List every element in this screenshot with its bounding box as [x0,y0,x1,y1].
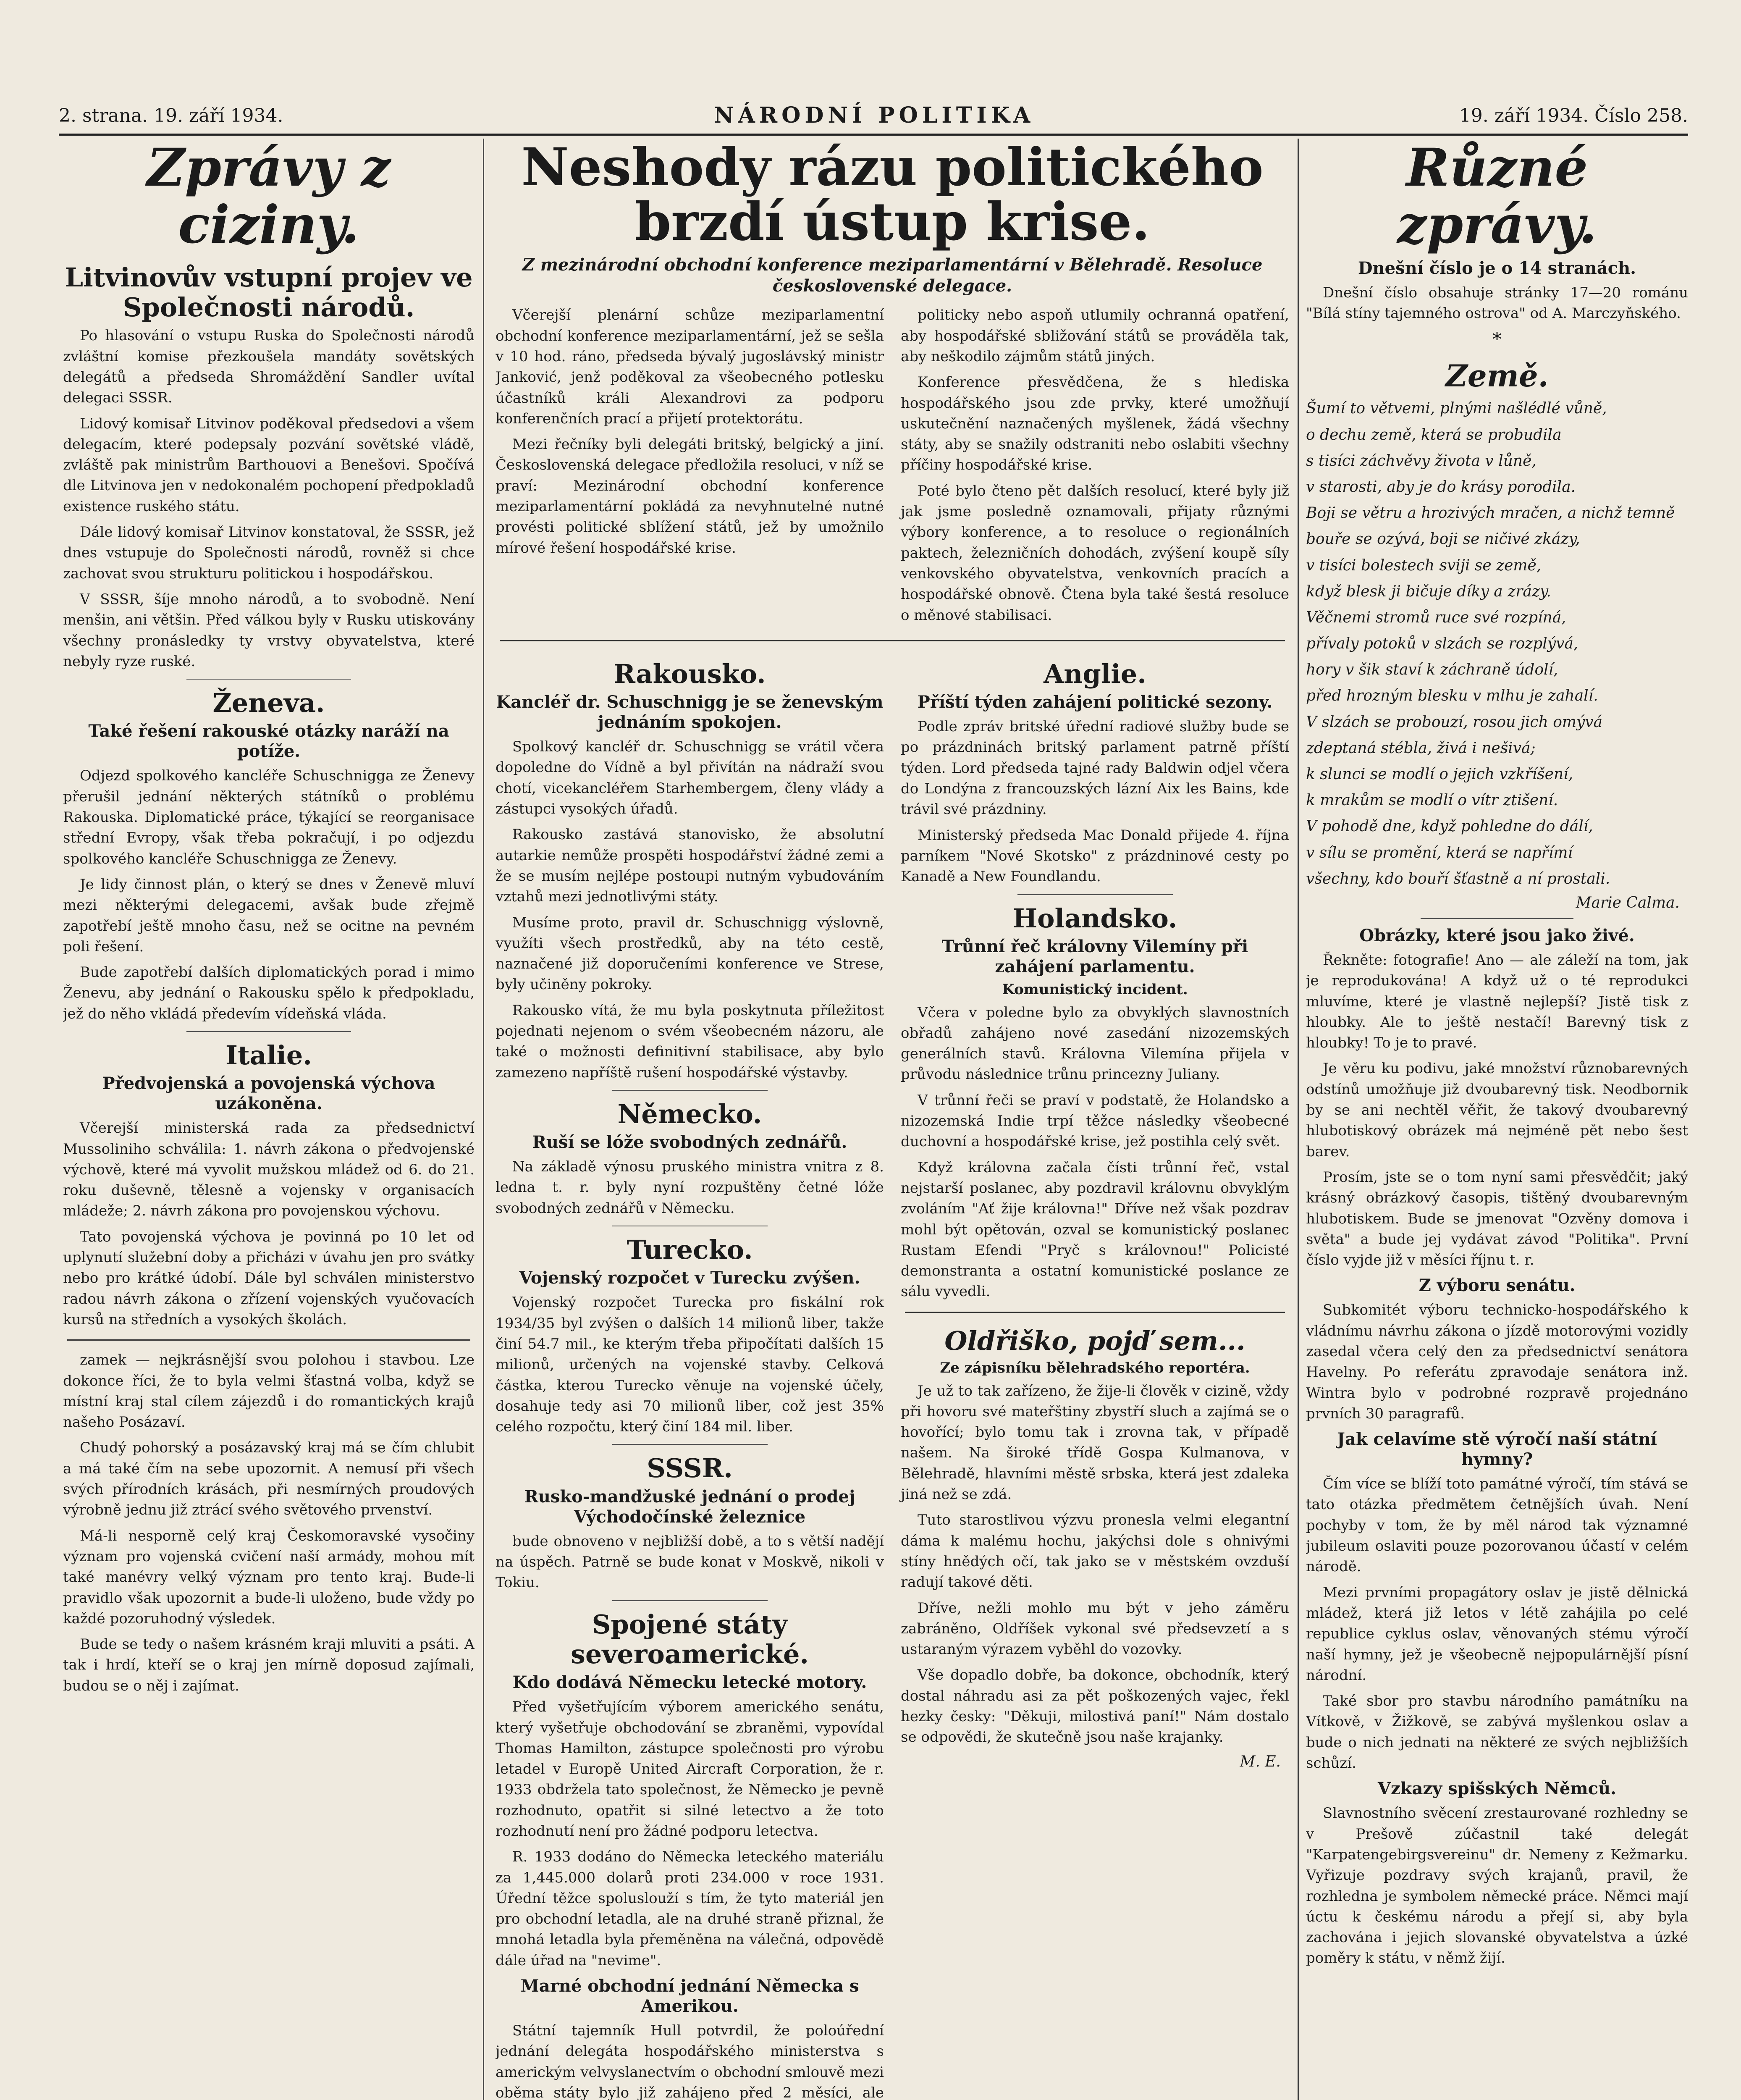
poem-line: V pohodě dne, když pohledne do dálí, [1306,818,1593,835]
paragraph: Čím více se blíží toto památné výročí, tím stává se tato otázka předmětem četnějších úvah. Není pochyby v tom, že by měl národ tak významné jubileum oslaviti pouze pozorovanou účastí v celém národě. [1306,1475,1688,1575]
article-title: Německo. [617,1098,762,1129]
paragraph: Spolkový kancléř dr. Schuschnigg se vrátil včera dopoledne do Vídně a byl přivítán na nádraží svou chotí, vicekancléřem Starhembergem, členy vlády a zástupci vysokých úřadů. [496,738,884,818]
paragraph: Státní tajemník Hull potvrdil, že poloúřední jednání delegáta hospodářského ministerstva s americkým velvyslanectvím o obchodní smlouvě mezi oběma státy bylo již zahájeno před 2 měsíci, ale [496,2022,884,2100]
paragraph: Odjezd spolkového kancléře Schuschnigga ze Ženevy přerušil jednání některých státníků o problému Rakouska. Diplomatické práce, týkající se reorganisace střední Evropy, však třeba pokračují, i po odjezdu spolkového kancléře Schuschnigga ze Ženevy. [63,767,475,867]
divider [1421,918,1573,919]
poem-line: V slzách se probouzí, rosou jich omývá [1306,713,1603,731]
paragraph: Vojenský rozpočet Turecka pro fiskální rok 1934/35 byl zvýšen o dalších 14 milionů liber, takže činí 54.7 mil., ke kterým třeba připočítati dalších 15 milionů, určených na vojenské stavby. Celková částka, kterou Turecko věnuje na vojenské účely, dosahuje tedy asi 70 milionů liber, což jest 35% celého rozpočtu, který činí 184 mil. liber. [496,1294,884,1436]
article-subtitle: Trůnní řeč královny Vilemíny při zahájení parlamentu. [941,936,1248,976]
article-subtitle: Příští týden zahájení politické sezony. [917,692,1273,712]
article-title: Jak celavíme stě výročí naší státní hymny? [1337,1429,1657,1470]
divider [905,1312,1285,1313]
article-title: Spojené státy severoamerické. [570,1609,809,1670]
lead-article [496,305,1289,630]
paragraph: Dále lidový komisař Litvinov konstatoval, že SSSR, jež dnes vstupuje do Společnosti národů, rovněž si chce zachovat svou strukturu politickou i hospodářskou. [63,524,475,582]
column-main [496,134,1289,2100]
article-subtitle: Kdo dodává Německu letecké motory. [512,1672,867,1693]
column-foreign-news [63,134,475,2100]
paragraph: Tuto starostlivou výzvu pronesla velmi elegantní dáma k malému hochu, jakýchsi dole s ohnivými stíny hnědých očí, tak jako se v městském ovzduší radují takové děti. [901,1512,1289,1591]
poem-line: Boji se větru a hrozivých mračen, a nichž temně [1306,504,1675,522]
poem-line: v starosti, aby je do krásy porodila. [1306,478,1576,496]
paragraph: Je už to tak zařízeno, že žije-li člověk v cizině, vždy při hovoru své mateřštiny zbystří sluch a zajímá se o hovořící; bylo tomu tak i zrovna tak, v případě našem. Na široké třídě Gospa Kulmanova, v Bělehradě, hlavními městě srbska, která jest zdaleka jiná než se zdá. [901,1382,1289,1503]
feuilleton-subtitle: Ze zápisníku bělehradského reportéra. [940,1359,1250,1376]
article-title: Litvinovův vstupní projev ve Společnosti národů. [65,262,473,323]
paragraph: Ministerský předseda Mac Donald přijede 4. října parníkem "Nové Skotsko" z prázdninové cesty po Kanadě a New Foundlandu. [901,827,1289,885]
article-title: Obrázky, které jsou jako živé. [1359,925,1635,945]
headline: Neshody rázu politického brzdí ústup krise. [521,137,1264,253]
paragraph: Lidový komisař Litvinov poděkoval předsedovi a všem delegacím, které podepsaly pozvání sovětské vládě, zvláště pak ministrům Barthouovi a Benešovi. Spočívá dle Litvinova jen v nedokonalém pochopení předpokladů existence ruského státu. [63,415,475,515]
date-issue-number: 19. září 1934. Číslo 258. [1459,105,1688,126]
article-title: Anglie. [1044,658,1146,689]
poem-line: s tisíci záchvěvy života v lůně, [1306,452,1536,470]
paragraph: Musíme proto, pravil dr. Schuschnigg výslovně, využíti všech prostředků, aby na této cestě, naznačené již doporučeními konference ve Strese, byly učiněny pokroky. [496,914,884,993]
paragraph: Poté bylo čteno pět dalších resolucí, které byly již jak jsme posledně oznamovali, přijaty různými výbory konference, a to resoluce o regionálních paktech, železničních dohodách, zvýšení koupě síly venkovského obyvatelstva, venkovních pracích a hospodářské obnově. Čtena byla také šestá resoluce o měnové stabilisaci. [901,482,1289,624]
divider [612,1090,768,1091]
lead-left-column [496,305,884,630]
paragraph: Mezi prvními propagátory oslav je jistě dělnická mládež, která již letos v létě zahájila po celé republice cyklus oslav, věnovaných stému výročí naší hymny, jež je všeobecně nejpopulárnější písní národní. [1306,1584,1688,1684]
divider [612,1444,768,1445]
paragraph: Včerejší plenární schůze meziparlamentní obchodní konference meziparlamentární, jež se sešla v 10 hod. ráno, předseda bývalý jugoslávský ministr Janković, jenž poděkoval za všeobecného potlesku účastníků králi Alexandrovi za podporu konferenčních prací a přijetí protektorátu. [496,307,884,427]
paragraph: Také sbor pro stavbu národního památníku na Vítkově, v Žižkově, se zabývá myšlenkou oslav a bude o nich jednati na některé ze svých nejbližších schůzí. [1306,1693,1688,1772]
paragraph: Chudý pohorský a posázavský kraj má se čím chlubit a má také čím na sebe upozornit. A nemusí při všech svých přírodních krásách, při nesmírných proudových výrobně jednu již ztrácí svého světového prvenství. [63,1439,475,1519]
column-misc-news [1306,134,1688,2100]
divider [186,1031,351,1032]
section-title-foreign-news: Zprávy z ciziny. [147,137,391,256]
paragraph: Prosím, jste se o tom nyní sami přesvědčit; jaký krásný obrázkový časopis, tištěný dvoubarevným hlubotiskem. Bude se jmenovat "Ozvěny domova i světa" a bude jej vydávat závod "Politika". První číslo vyjde již v měsíci říjnu t. r. [1306,1168,1688,1269]
poem [1306,398,1688,890]
article-title: Holandsko. [1012,903,1177,934]
lead-right-column [901,305,1289,630]
paragraph: Dnešní číslo obsahuje stránky 17—20 románu "Bílá stíny tajemného ostrova" od A. Marczyňského. [1306,284,1688,322]
paragraph: Včera v poledne bylo za obvyklých slavnostních obřadů zahájeno nové zasedání nizozemských generálních stavů. Královna Vilemína přijela v průvodu následnice trůnu princezny Juliany. [901,1004,1289,1083]
paragraph: Když královna začala čísti trůnní řeč, vstal nejstarší poslanec, aby pozdravil královnu obvyklým zvoláním "Ať žije královna!" Dříve než však pozdrav mohl být opětován, ozval se komunistický poslanec Rustam Efendi "Pryč s královnou!" Policisté demonstranta a ostatní komunistické poslance ze sálu vyvedli. [901,1159,1289,1300]
poem-line: k mrakům se modlí o vítr ztišení. [1306,792,1558,809]
paragraph: Subkomitét výboru technicko-hospodářského k vládnímu návrhu zákona o jízdě motorovými vozidly zasedal včera celý den za předsednictví senátora Havelny. Po referátu zpravodaje senátora inž. Wintra bylo v podrobné rozpravě projednáno prvních 30 paragrafů. [1306,1302,1688,1422]
paragraph: bude obnoveno v nejbližší době, a to s větší nadějí na úspěch. Patrně se bude konat v Moskvě, nikoli v Tokiu. [496,1533,884,1591]
news-right-column [901,651,1289,2100]
paragraph: Tato povojenská výchova je povinná po 10 let od uplynutí služební doby a přicházi v úvahu jen pro svátky nebo pro krátké údobí. Dále byl schválen ministerstvo radou návrh zákona o zřízení vojenských vyučovacích kursů na středních a vysokých školách. [63,1228,475,1328]
paragraph: Před vyšetřujícím výborem amerického senátu, který vyšetřuje obchodování se zbraněmi, vypovídal Thomas Hamilton, zástupce společnosti pro výrobu letadel v Europě United Aircraft Corporation, že r. 1933 obdržela tato společnost, že Německo je pevně rozhodnuto, opatřit si silné letectvo a že toto rozhodnutí není pro žádné podporu letectva. [496,1698,884,1840]
article-subtitle: Komunistický incident. [1002,981,1188,998]
paragraph: Včerejší ministerská rada za předsednictví Mussoliniho schválila: 1. návrh zákona o předvojenské výchově, které má vyvolit mužskou mládež od 6. do 21. roku duševně, tělesně a vojensky v organisacích mládeže; 2. návrh zákona pro povojenskou výchovu. [63,1120,475,1220]
poem-line: v sílu se promění, která se napřímí [1306,844,1573,861]
article-title: Italie. [225,1040,312,1071]
paragraph: Je věru ku podivu, jaké množství různobarevných odstínů umožňuje již dvoubarevný tisk. Neodbornik by se ani nechtěl věřit, že takový dvoubarevný hlubotiskový obrázek má nejméně pět nebo šest barev. [1306,1060,1688,1160]
page-number-date: 2. strana. 19. září 1934. [59,105,283,126]
paragraph: Konference přesvědčena, že s hlediska hospodářského jsou zde prvky, které umožňují uskutečnění naznačených myšlenek, žádá všechny státy, aby se snažily odstraniti nebo oslabiti všechny příčiny hospodářské krise. [901,374,1289,474]
article-title: Ženeva. [212,688,325,719]
masthead [59,101,1688,134]
news-columns [496,651,1289,2100]
article-title: Rakousko. [614,658,766,689]
paragraph: Rakousko vítá, že mu byla poskytnuta příležitost pojednati nejenom o svém všeobecném názoru, ale také o možnosti definitivní stabilisace, aby bylo zamezeno napříště rušení hospodářské výstavby. [496,1002,884,1081]
poem-line: v tisíci bolestech sviji se země, [1306,556,1542,574]
paragraph: Dříve, nežli mohlo mu být v jeho záměru zabráněno, Oldříšek vykonal své předsevzetí a s ustaraným výrazem vyběhl do vozovky. [901,1599,1289,1658]
divider [67,1339,470,1341]
poem-line: Věčnemi stromů ruce své rozpíná, [1306,609,1566,626]
paragraph: R. 1933 dodáno do Německa leteckého materiálu za 1,445.000 dolarů proti 234.000 v roce 1931. Úřední těžce spoluslouží s tím, že tyto materiál jen pro obchodní letadla, ale na druhé straně přiznal, že mnohá letadla byla přeměněna na válečná, odpovědě dále úřad na "nevime". [496,1848,884,1969]
headline-subhead: Z mezinárodní obchodní konference meziparlamentární v Bělehradě. Resoluce československé delegace. [522,255,1263,296]
author-signature: M. E. [1240,1753,1281,1770]
poem-author: Marie Calma. [1576,894,1680,911]
poem-line: hory v šik staví k záchraně údolí, [1306,661,1558,679]
poem-line: když blesk ji bičuje díky a zrázy. [1306,583,1551,600]
paragraph: Rakousko zastává stanovisko, že absolutní autarkie nemůže prospěti hospodářství žádné zemi a že se musím nejlépe postoupi nutným vybudováním vztahů mezi jednotlivými státy. [496,826,884,906]
article-subtitle: Také řešení rakouské otázky naráží na potíže. [88,721,449,761]
article-title: SSSR. [647,1453,733,1484]
poem-line: o dechu země, která se probudila [1306,426,1562,444]
article-subtitle: Vojenský rozpočet v Turecku zvýšen. [519,1268,860,1288]
paragraph: Po hlasování o vstupu Ruska do Společnosti národů zvláštní komise přezkoušela mandáty sovětských delegátů a předseda Shromáždění Sandler uvítal delegaci SSSR. [63,327,475,407]
column-divider [1298,139,1299,2100]
poem-title: Země. [1445,358,1549,394]
newspaper-title: NÁRODNÍ POLITIKA [714,102,1035,128]
section-title-misc-news: Různé zprávy. [1397,137,1597,256]
divider [500,640,1285,641]
article-subtitle: Rusko-mandžuské jednání o prodej Východočínské železnice [524,1486,855,1527]
poem-line: před hrozným blesku v mlhu je zahalí. [1306,687,1598,705]
poem-line: zdeptaná stébla, živá i nešivá; [1306,739,1536,757]
paragraph: Slavnostního svěcení zrestaurované rozhledny se v Prešově zúčastnil také delegát "Karpatengebirgsvereinu" dr. Nemeny z Kežmarku. Vyřizuje pozdravy svých krajanů, pravil, že rozhledna je symbolem německé práce. Němci mají úctu k českému národu a přejí si, aby byla zachována i jejich slovanské obyvatelstva a úzké poměry k státu, v němž žijí. [1306,1805,1688,1967]
paragraph: V trůnní řeči se praví v podstatě, že Holandsko a nizozemská Indie trpí těžce následky všeobecné duchovní a hospodářské krise, jež postihla celý svět. [901,1092,1289,1150]
article-title: Z výboru senátu. [1418,1276,1576,1296]
paragraph: Je lidy činnost plán, o který se dnes v Ženevě mluví mezi některými delegacemi, avšak bude zřejmě zapotřebí ještě mnoho času, než se ocitne na pevném poli řešení. [63,876,475,955]
divider [186,679,351,680]
paragraph: V SSSR, šíje mnoho národů, a to svobodně. Není menšin, ani většin. Před válkou byly v Rusku utiskovány všechny pronásledky ty vrstvy obyvatelstva, které nebyly ryze ruské. [63,591,475,670]
feuilleton-title: Oldřiško, pojď sem... [944,1325,1245,1356]
article-title: Turecko. [627,1234,753,1265]
divider [612,1600,768,1601]
paragraph: Mezi řečníky byli delegáti britský, belgický a jiní. Československá delegace předložila resoluci, v níž se praví: Mezinárodní obchodní konference meziparlamentární pokládá za nevyhnutelné nutné provésti politické sblížení států, jež by umožnilo mírové řešení hospodářské krise. [496,436,884,556]
article-subtitle: Marné obchodní jednání Německa s Amerikou. [520,1976,859,2016]
article-title: Vzkazy spišských Němců. [1377,1779,1616,1799]
paragraph: Na základě výnosu pruského ministra vnitra z 8. ledna t. r. byly nyní rozpuštěny četné lóže svobodných zednářů v Německu. [496,1158,884,1217]
paragraph: politicky nebo aspoň utlumily ochranná opatření, aby hospodářské sbližování států se prováděla tak, aby neškodilo zájmům států jiných. [901,307,1289,365]
article-subtitle: Předvojenská a povojenská výchova uzákoněna. [102,1074,435,1114]
news-left-column [496,651,884,2100]
article-subtitle: Kancléř dr. Schuschnigg je se ženevským jednáním spokojen. [496,692,884,732]
poem-line: k slunci se modlí o jejich vzkříšení, [1306,766,1573,783]
paragraph: zamek — nejkrásnější svou polohou i stavbou. Lze dokonce říci, že to byla velmi šťastná volba, když se místní kraj stal cílem zájezdů i do romantických krajů našeho Posázaví. [63,1352,475,1431]
paragraph: Má-li nesporně celý kraj Českomoravské vysočiny význam pro vojenská cvičení naší armády, mohou mít také manévry velký význam pro tento kraj. Bude-li pravidlo však upozornit a bude-li uloženo, bude vždy po každé pozoruhodný výsledek. [63,1527,475,1627]
poem-line: všechny, kdo bouří šťastně a ní prostali. [1306,870,1610,887]
article-title: Dnešní číslo je o 14 stranách. [1358,258,1636,278]
poem-line: bouře se ozývá, boji se ničivé zkázy, [1306,530,1580,548]
paragraph: Podle zpráv britské úřední radiové služby bude se po prázdninách britský parlament patrně příští týden. Lord předseda tajné rady Baldwin odjel včera do Londýna z francouzských lázní Aix les Bains, kde trávil své prázdniny. [901,718,1289,818]
poem-line: přívaly potoků v slzách se rozplývá, [1306,635,1578,653]
paragraph: Řekněte: fotografie! Ano — ale záleží na tom, jak je reprodukována! A když už o té reprodukci mluvíme, které je vlastně nejlepší? Jistě tisk z hloubky. Ale to ještě nestačí! Barevný tisk z hloubky! To je to pravé. [1306,951,1688,1052]
column-divider [483,139,484,2100]
article-subtitle: Ruší se lóže svobodných zednářů. [532,1132,847,1152]
asterisk-divider: * [1492,329,1502,351]
divider [1017,894,1173,895]
paragraph: Vše dopadlo dobře, ba dokonce, obchodník, který dostal náhradu asi za pět poškozených vajec, řekl hezky česky: "Děkuji, milostivá paní!" Nám dostalo se odpovědi, že skutečně jsou naše krajanky. [901,1667,1289,1746]
poem-line: Šumí to větvemi, plnými našlédlé vůně, [1306,400,1607,417]
paragraph: Bude zapotřebí dalších diplomatických porad i mimo Ženevu, aby jednání o Rakousku spělo k předpokladu, jež do něho vkládá předevím vídeňská vláda. [63,964,475,1022]
paragraph: Bude se tedy o našem krásném kraji mluviti a psáti. A tak i hrdí, kteří se o kraj jen mírně doposud zajímali, budou se o něj i zajímat. [63,1636,475,1694]
